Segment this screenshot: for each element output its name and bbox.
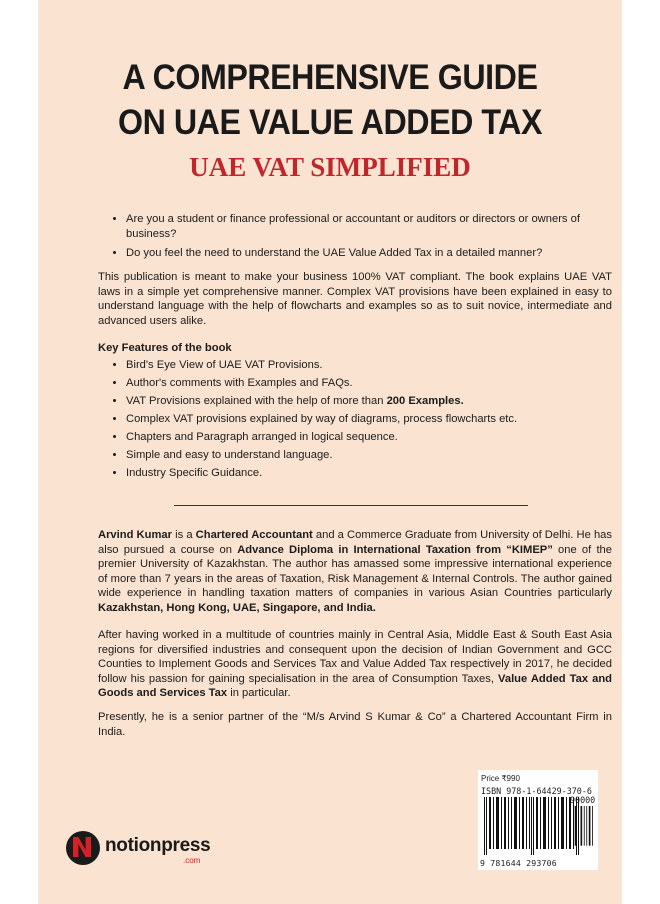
feature-item: • Complex VAT provisions explained by way of diagrams, process flowcharts etc.: [126, 412, 606, 427]
feature-item: [126, 394, 606, 409]
feature-item: • Industry Specific Guidance.: [126, 466, 606, 481]
barcode-addon-bars-icon: [570, 806, 596, 854]
price-label: Price ₹990: [481, 774, 520, 783]
barcode-bars-icon: [484, 797, 584, 855]
bio-text: in particular.: [227, 687, 291, 699]
feature-item: • Author's comments with Examples and FAQs.: [126, 376, 606, 391]
feature-bold-text: 200 Examples.: [386, 395, 464, 407]
isbn-digits: 9 781644 293706: [480, 858, 557, 868]
question-list: [98, 212, 610, 266]
publisher-name: notionpress: [105, 835, 211, 856]
book-back-cover: [38, 0, 622, 904]
bio-bold: Advance Diploma in International Taxation from “KIMEP”: [237, 543, 553, 556]
title-line-1: A COMPREHENSIVE GUIDE: [122, 58, 538, 97]
bio-text: After having worked in a multitude of countries mainly in Central Asia, Middle East & South East Asia regions for diversified industries and consequent upon the decision of Indian Government and GCC Counties to Implement Goods and Services Tax and Value Added Tax respectively in 2017, he decided follow his passion for gaining specialisation in the area of Consumption Taxes,: [98, 629, 612, 685]
feature-item: • Bird's Eye View of UAE VAT Provisions.: [126, 358, 606, 373]
author-bio-paragraph-2: [98, 628, 612, 701]
author-bio-paragraph-1: [98, 528, 612, 615]
feature-text: VAT Provisions explained with the help of more than: [126, 395, 387, 407]
publisher-logo: [66, 831, 211, 871]
bio-text: one of the premier University of Kazakhstan. The author has amassed some impressive international experience of more than 7 years in the areas of Taxation, Risk Management & Internal Controls. The author gained wide experience in handling taxation matters of companies in various Asian Countries particularly: [98, 543, 612, 599]
author-name: Arvind Kumar: [98, 529, 172, 541]
subtitle: UAE VAT SIMPLIFIED: [189, 152, 471, 182]
author-bio-paragraph-3: Presently, he is a senior partner of the “M/s Arvind S Kumar & Co” a Chartered Accountant Firm in India.: [98, 711, 612, 738]
notionpress-logo-icon: [66, 831, 100, 865]
bio-text: and a Commerce Graduate from University of Delhi. He has also pursued a course on: [98, 529, 612, 556]
isbn-label: ISBN 978-1-64429-370-6: [481, 786, 592, 796]
bio-text: is a: [172, 529, 196, 541]
bio-bold: Value Added Tax and Goods and Services Tax: [98, 672, 613, 699]
intro-paragraph: This publication is meant to make your business 100% VAT compliant. The book explains UAE VAT laws in a simple yet comprehensive manner. Complex VAT provisions have been explained in easy to understand language with the help of flowcharts and examples so as to suit novice, intermediate and advanced users alike.: [98, 271, 612, 327]
section-divider: [174, 505, 528, 506]
feature-item: • Simple and easy to understand language.: [126, 448, 606, 463]
title-line-2: ON UAE VALUE ADDED TAX: [117, 103, 543, 142]
feature-item: • Chapters and Paragraph arranged in logical sequence.: [126, 430, 606, 445]
publisher-suffix: .com: [183, 856, 201, 865]
barcode-addon-number: 90000: [570, 795, 596, 805]
bio-bold: Kazakhstan, Hong Kong, UAE, Singapore, and India.: [98, 601, 376, 614]
question-item: • Are you a student or finance professional or accountant or auditors or directors or owners of business?: [126, 212, 610, 241]
key-features-list: [98, 358, 606, 484]
question-item: • Do you feel the need to understand the UAE Value Added Tax in a detailed manner?: [126, 246, 610, 261]
bio-bold: Chartered Accountant: [195, 529, 313, 541]
key-features-heading: Key Features of the book: [98, 342, 232, 354]
